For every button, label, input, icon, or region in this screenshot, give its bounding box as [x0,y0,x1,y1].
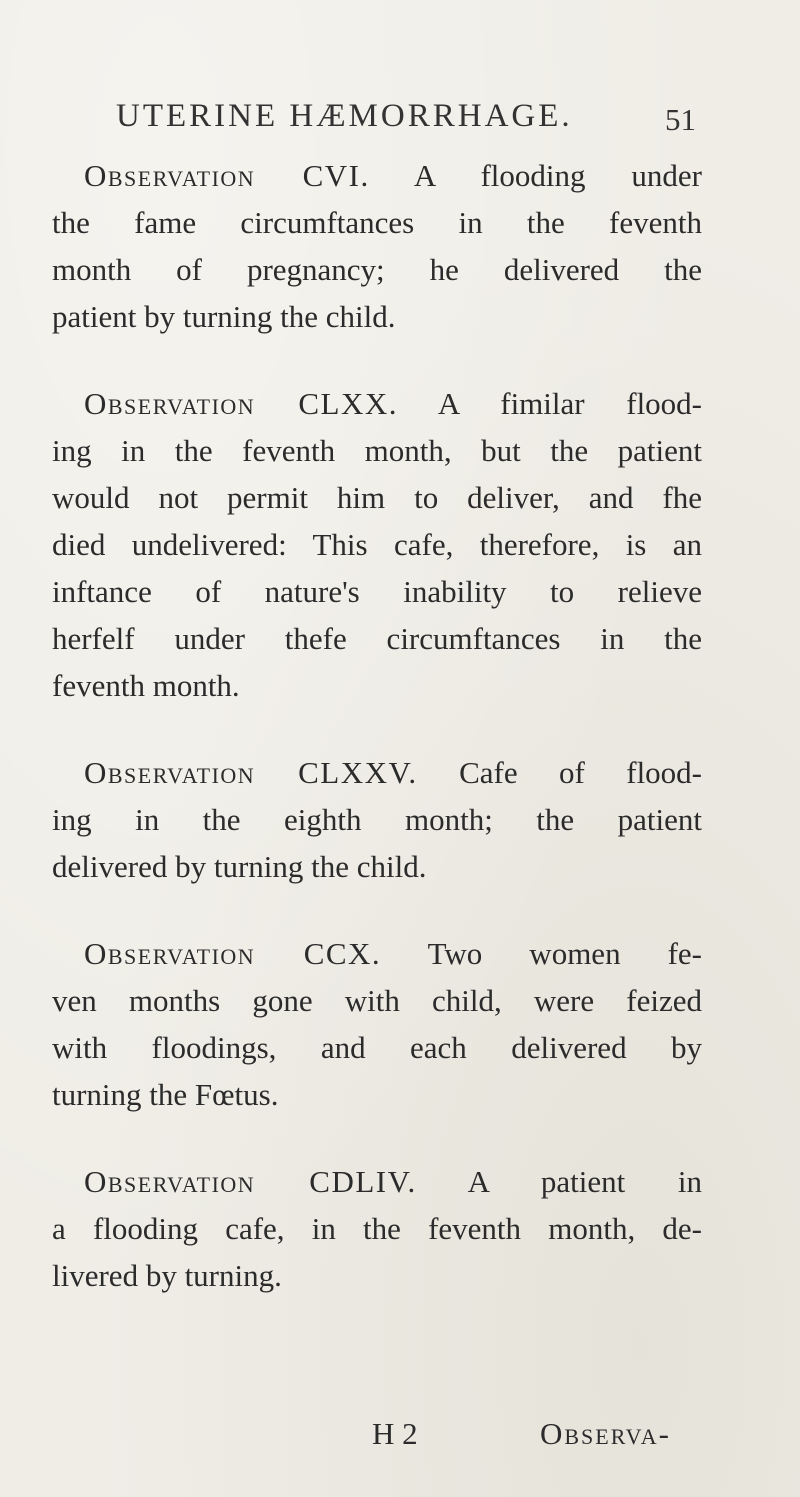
text-line: delivered by turning the child. [52,849,427,884]
text-line: patient by turning the child. [52,299,396,334]
observation-heading: Observation CLXXV. [84,755,418,790]
text-line: Observation CDLIV. A patient in [84,1164,702,1199]
text-line: would not permit him to deliver, and fhe [52,480,702,515]
text-line: ing in the feventh month, but the patient [52,433,702,468]
text-line: herfelf under thefe circumftances in the [52,621,702,656]
text-line: ing in the eighth month; the patient [52,802,702,837]
page-number: 51 [665,102,696,137]
observation-paragraph [52,930,702,1118]
text-line: turning the Fœtus. [52,1077,279,1112]
observation-paragraph [52,749,702,890]
body-text [52,152,702,1339]
page-header [116,98,696,146]
text-line: inftance of nature's inability to relieve [52,574,702,609]
catchword: Observa- [540,1416,671,1451]
observation-heading: Observation CDLIV. [84,1164,417,1199]
text-line: ven months gone with child, were feized [52,983,702,1018]
text-line: died undelivered: This cafe, therefore, is an [52,527,702,562]
text-line: Observation CLXX. A fimilar flood- [84,386,703,421]
text-line: Observation CCX. Two women fe- [84,936,702,971]
text-line: Observation CVI. A flooding under [84,158,702,193]
observation-heading: Observation CVI. [84,158,370,193]
observation-paragraph [52,380,702,709]
text-line: with floodings, and each delivered by [52,1030,702,1065]
text-line: a flooding cafe, in the feventh month, de- [52,1211,702,1246]
text-line: livered by turning. [52,1258,282,1293]
observation-heading: Observation CCX. [84,936,382,971]
observation-paragraph [52,1158,702,1299]
signature-mark: H 2 [372,1416,418,1451]
text-line: the fame circumftances in the feventh [52,205,702,240]
text-line: feventh month. [52,668,240,703]
text-line: Observation CLXXV. Cafe of flood- [84,755,702,790]
observation-paragraph [52,152,702,340]
running-head: UTERINE HÆMORRHAGE. [116,98,573,134]
page-footer [0,1416,800,1466]
text-line: month of pregnancy; he delivered the [52,252,702,287]
observation-heading: Observation CLXX. [84,386,398,421]
